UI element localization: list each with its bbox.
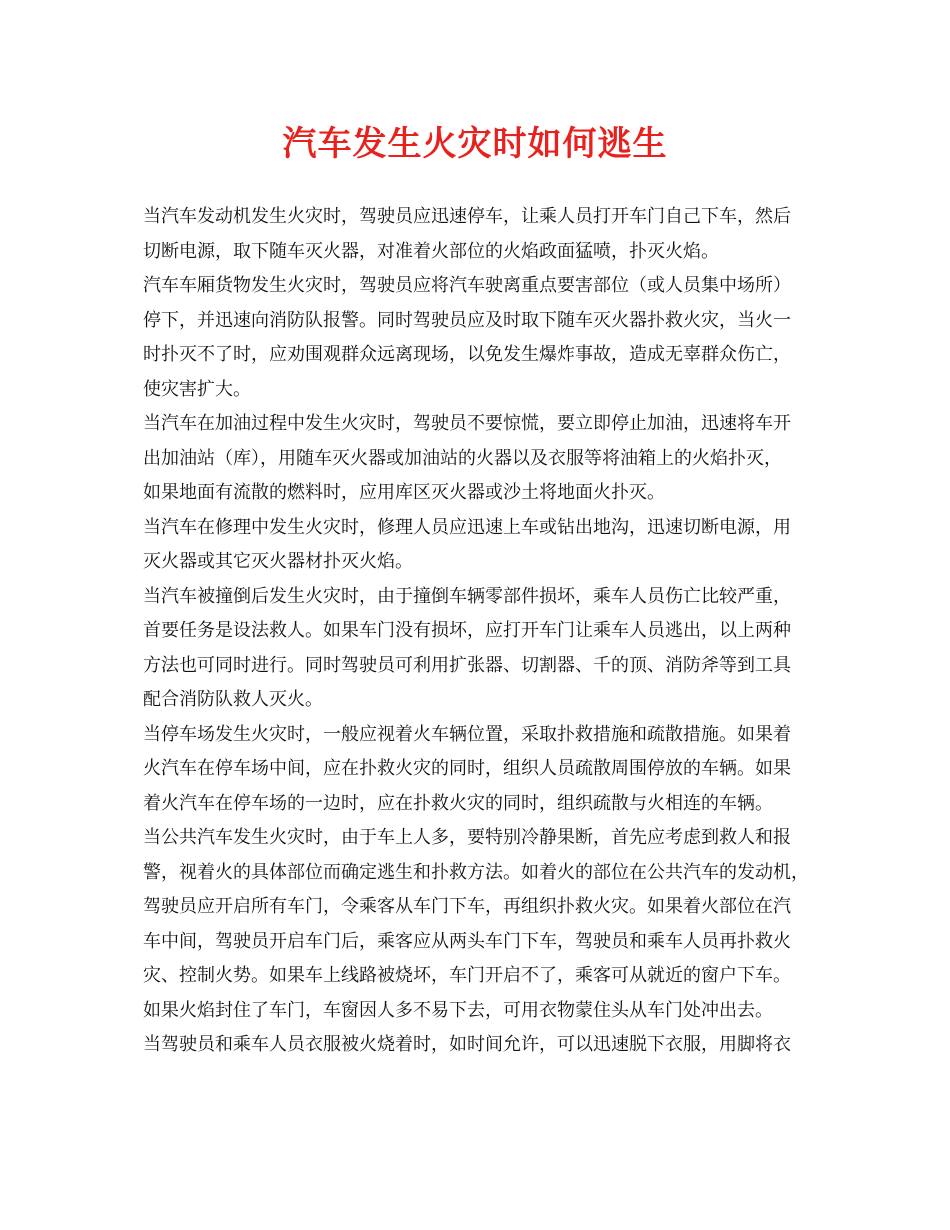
text-line: 配合消防队救人灭火。 (143, 689, 323, 710)
text-line: 灭火器或其它灭火器材扑灭火焰。 (143, 551, 413, 572)
text-line: 车中间，驾驶员开启车门后，乘客应从两头车门下车，驾驶员和乘车人员再扑救火 (143, 930, 791, 952)
text-line: 出加油站（库），用随车灭火器或加油站的火器以及衣服等将油箱上的火焰扑灭， (143, 447, 782, 469)
text-line: 警，视着火的具体部位而确定逃生和扑救方法。如着火的部位在公共汽车的发动机， (143, 861, 809, 883)
text-line: 当汽车在修理中发生火灾时，修理人员应迅速上车或钻出地沟，迅速切断电源，用 (143, 516, 791, 538)
text-line: 驾驶员应开启所有车门，令乘客从车门下车，再组织扑救火灾。如果着火部位在汽 (143, 896, 791, 917)
text-line: 方法也可同时进行。同时驾驶员可利用扩张器、切割器、千的顶、消防斧等到工具 (143, 654, 791, 676)
text-line: 切断电源，取下随车灭火器，对准着火部位的火焰政面猛喷，扑灭火焰。 (143, 240, 719, 262)
document-body (143, 200, 813, 1063)
text-line: 灾、控制火势。如果车上线路被烧坏，车门开启不了，乘客可从就近的窗户下车。 (143, 965, 791, 986)
page-title: 汽车发生火灾时如何逃生 (282, 124, 668, 164)
text-line: 时扑灭不了时，应劝围观群众远离现场，以免发生爆炸事故，造成无辜群众伤亡， (143, 344, 791, 365)
text-line: 当停车场发生火灾时，一般应视着火车辆位置，采取扑救措施和疏散措施。如果着 (143, 723, 791, 745)
text-line: 当公共汽车发生火灾时，由于车上人多，要特别冷静果断，首先应考虑到救人和报 (143, 827, 791, 848)
text-line: 使灾害扩大。 (143, 378, 251, 400)
text-line: 如果地面有流散的燃料时，应用库区灭火器或沙土将地面火扑灭。 (143, 482, 665, 503)
text-line: 当汽车在加油过程中发生火灾时，驾驶员不要惊慌，要立即停止加油，迅速将车开 (143, 413, 791, 434)
text-line: 着火汽车在停车场的一边时，应在扑救火灾的同时，组织疏散与火相连的车辆。 (143, 792, 773, 814)
text-line: 如果火焰封住了车门，车窗因人多不易下去，可用衣物蒙住头从车门处冲出去。 (143, 999, 773, 1021)
text-line: 汽车车厢货物发生火灾时，驾驶员应将汽车驶离重点要害部位（或人员集中场所） (143, 275, 791, 296)
text-line: 当汽车发动机发生火灾时，驾驶员应迅速停车，让乘人员打开车门自己下车，然后 (143, 206, 791, 227)
text-line: 火汽车在停车场中间，应在扑救火灾的同时，组织人员疏散周围停放的车辆。如果 (143, 758, 791, 779)
text-line: 当汽车被撞倒后发生火灾时，由于撞倒车辆零部件损坏，乘车人员伤亡比较严重， (143, 585, 791, 607)
text-line: 当驾驶员和乘车人员衣服被火烧着时，如时间允许，可以迅速脱下衣服，用脚将衣 (143, 1034, 791, 1055)
text-line: 首要任务是设法救人。如果车门没有损坏，应打开车门让乘车人员逃出，以上两种 (143, 620, 791, 641)
text-line: 停下，并迅速向消防队报警。同时驾驶员应及时取下随车灭火器扑救火灾，当火一 (143, 309, 791, 331)
